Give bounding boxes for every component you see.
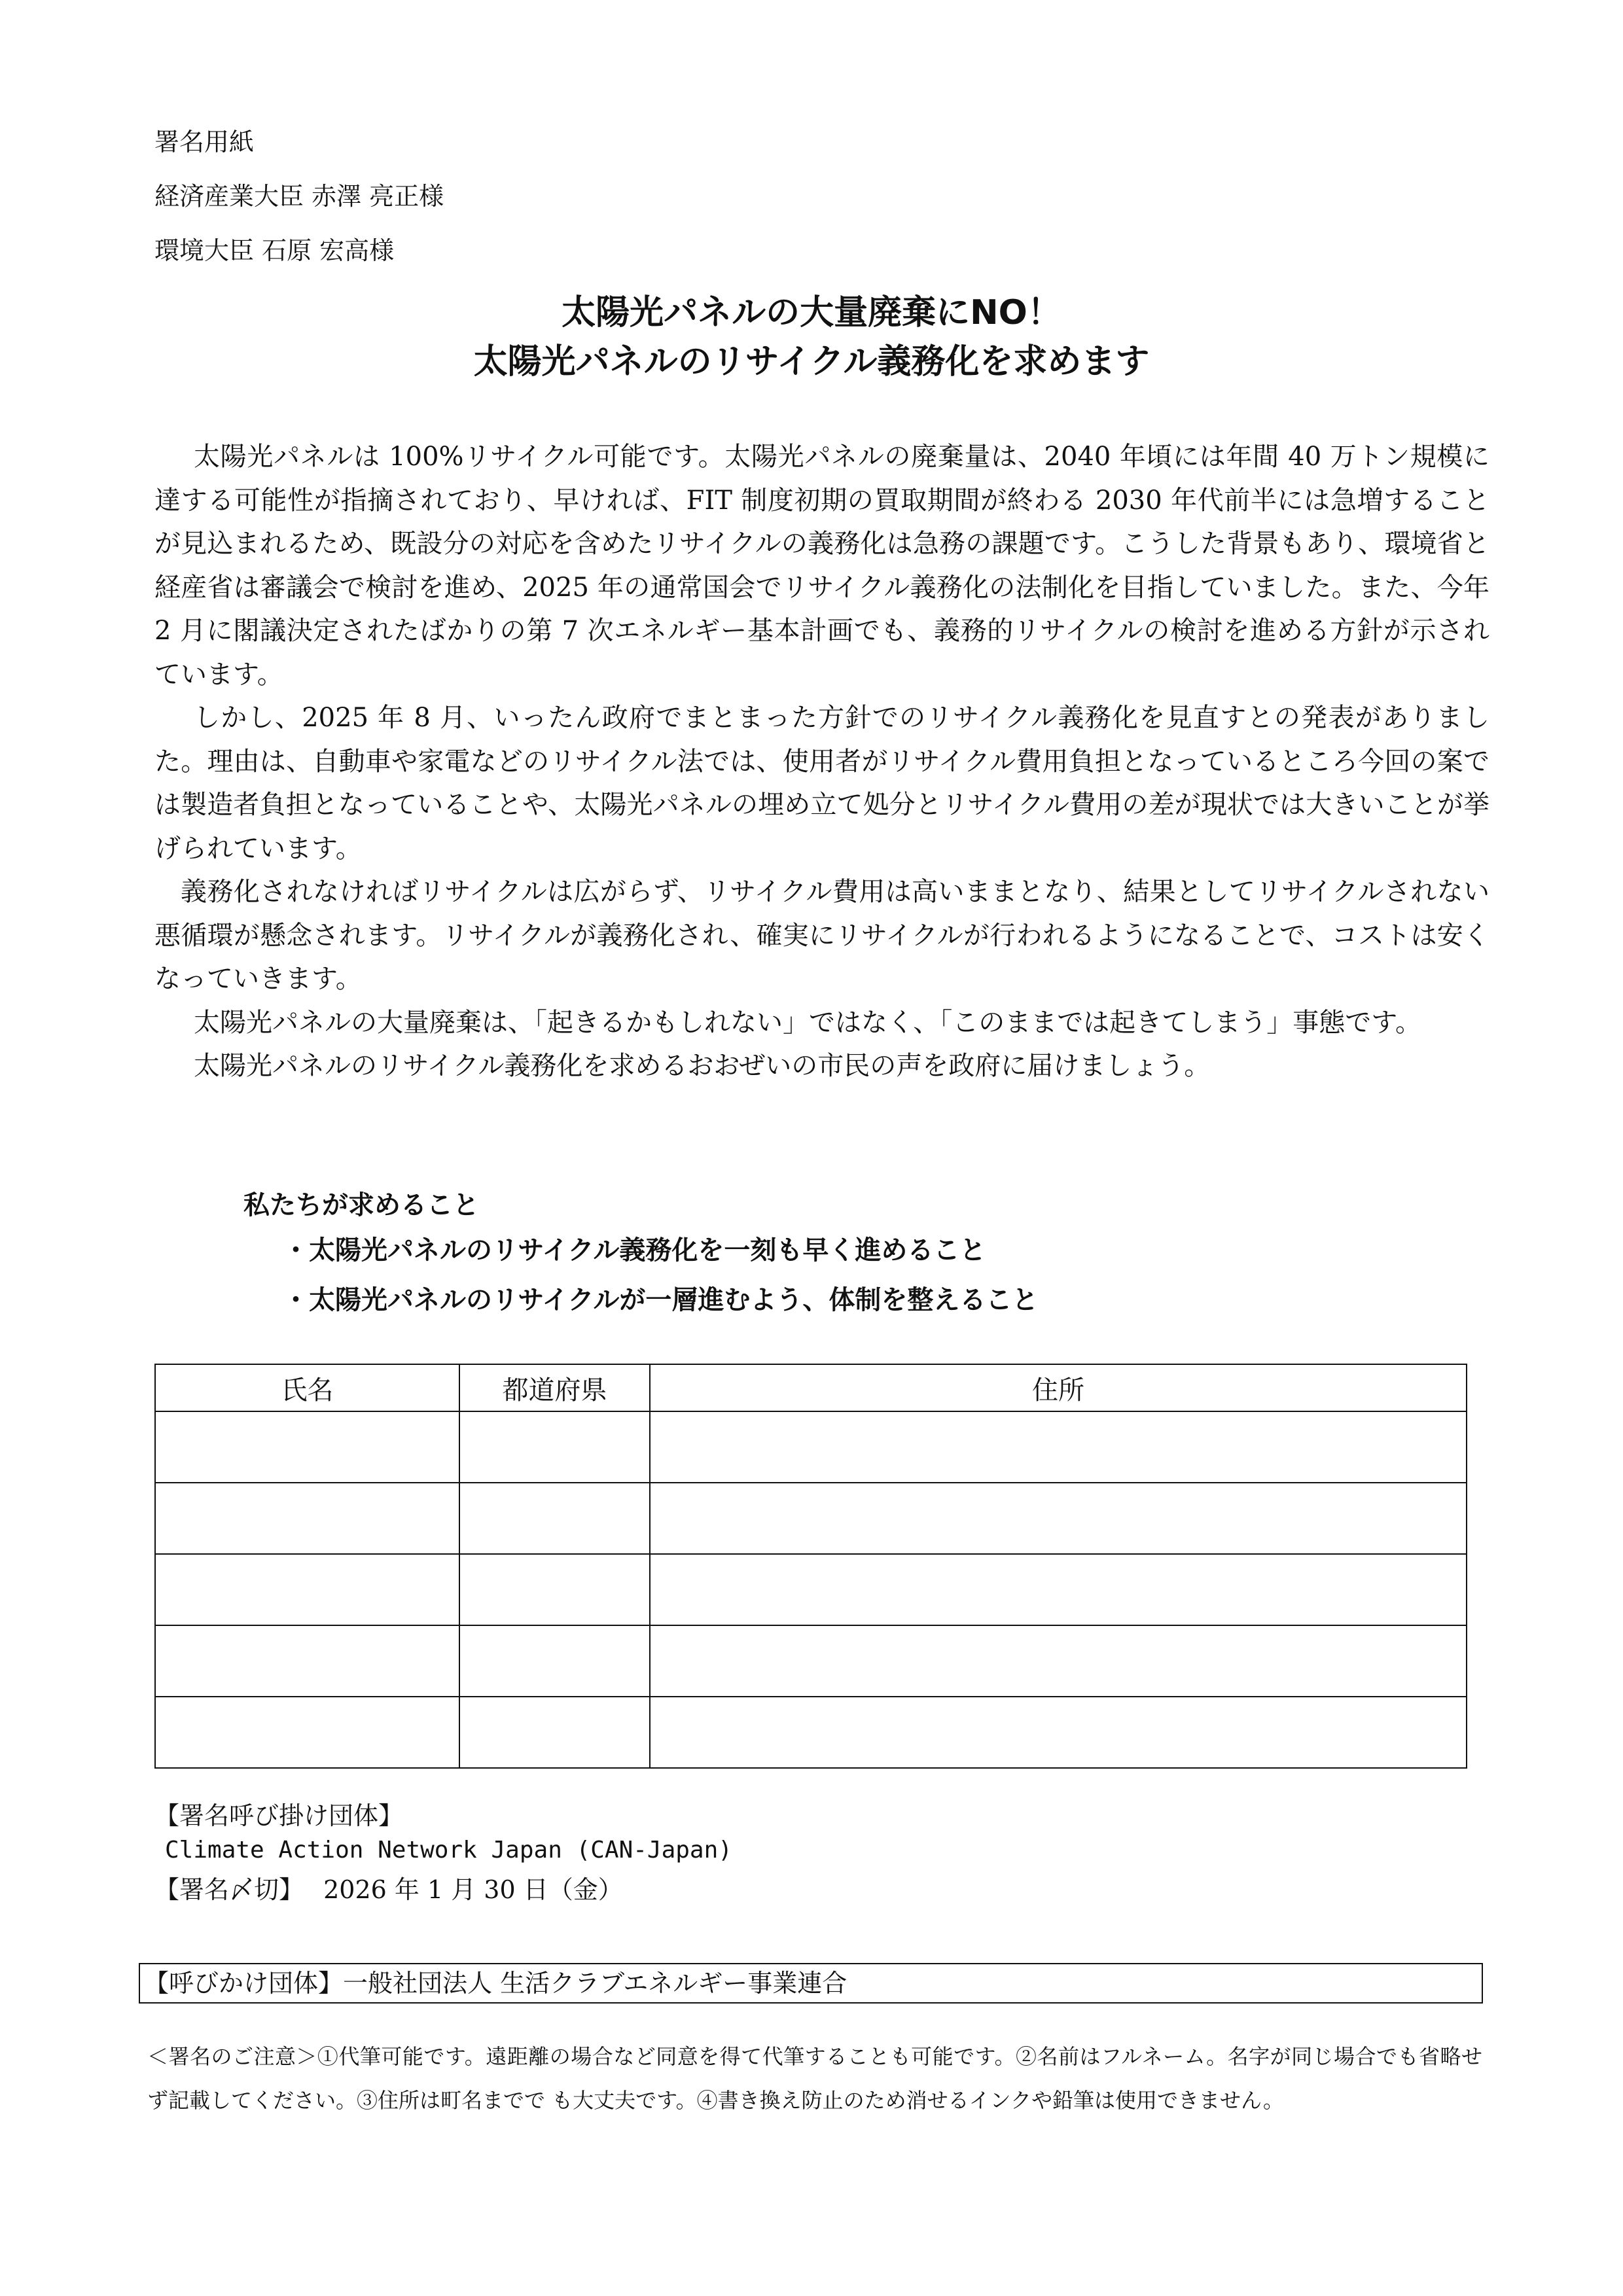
name-cell[interactable]: [155, 1411, 459, 1483]
address-cell[interactable]: [650, 1554, 1467, 1625]
deadline: [154, 1871, 623, 1908]
column-address: 住所: [650, 1364, 1467, 1411]
organizer-name: Climate Action Network Japan (CAN-Japan): [165, 1837, 732, 1863]
prefecture-cell[interactable]: [459, 1483, 650, 1554]
column-prefecture: 都道府県: [459, 1364, 650, 1411]
body-text: [154, 435, 1489, 1088]
name-cell[interactable]: [155, 1697, 459, 1768]
signature-notes: ＜署名のご注意＞①代筆可能です。遠距離の場合など同意を得て代筆することも可能です。②名前はフルネーム。名字が同じ場合でも省略せず記載してください。③住所は町名までで も大丈夫です。④書き換え防止のため消せるインクや鉛筆は使用できません。: [147, 2044, 1482, 2113]
column-name: 氏名: [155, 1364, 459, 1411]
addressee-env: 環境大臣 石原 宏高様: [154, 236, 395, 265]
caller-box: [139, 1963, 1483, 2004]
organizer-label: 【署名呼び掛け団体】: [154, 1801, 404, 1830]
name-cell[interactable]: [155, 1625, 459, 1697]
address-cell[interactable]: [650, 1411, 1467, 1483]
signature-row: [155, 1483, 1467, 1554]
signature-row: [155, 1625, 1467, 1697]
name-cell[interactable]: [155, 1483, 459, 1554]
address-cell[interactable]: [650, 1625, 1467, 1697]
address-cell[interactable]: [650, 1697, 1467, 1768]
signature-table-header: [155, 1364, 1467, 1411]
paragraph-4: 太陽光パネルの大量廃棄は、「起きるかもしれない」ではなく、「このままでは起きてしまう」事態です。: [194, 1007, 1421, 1038]
prefecture-cell[interactable]: [459, 1697, 650, 1768]
title-line-2: 太陽光パネルのリサイクル義務化を求めます: [473, 342, 1150, 381]
paragraph-1: 太陽光パネルは 100%リサイクル可能です。太陽光パネルの廃棄量は、2040 年頃には年間 40 万トン規模に達する可能性が指摘されており、早ければ、FIT 制度初期の買取期間が終わる 2030 年代前半には急増することが見込まれるため、既設分の対応を含めたリサイクルの義務化は急務の課題です。こうした背景もあり、環境省と経産省は審議会で検討を進め、2025 年の通常国会でリサイクル義務化の法制化を目指していました。また、今年 2 月に閣議決定されたばかりの第 7 次エネルギー基本計画でも、義務的リサイクルの検討を進める方針が示されています。: [154, 442, 1489, 690]
caller-name: 一般社団法人 生活クラブエネルギー事業連合: [343, 1969, 847, 1998]
signature-row: [155, 1411, 1467, 1483]
prefecture-cell[interactable]: [459, 1411, 650, 1483]
prefecture-cell[interactable]: [459, 1554, 650, 1625]
demand-item-1: ・太陽光パネルのリサイクル義務化を一刻も早く進めること: [283, 1235, 986, 1265]
signature-row: [155, 1554, 1467, 1625]
name-cell[interactable]: [155, 1554, 459, 1625]
signature-row: [155, 1697, 1467, 1768]
paragraph-5: 太陽光パネルのリサイクル義務化を求めるおおぜいの市民の声を政府に届けましょう。: [194, 1051, 1211, 1081]
caller-label: 【呼びかけ団体】: [144, 1969, 344, 1998]
deadline-label: 【署名〆切】: [154, 1875, 304, 1904]
form-label: 署名用紙: [154, 128, 255, 156]
signature-table: [154, 1364, 1467, 1769]
address-cell[interactable]: [650, 1483, 1467, 1554]
title-line-1: 太陽光パネルの大量廃棄にNO！: [562, 293, 1061, 332]
paragraph-3: 義務化されなければリサイクルは広がらず、リサイクル費用は高いままとなり、結果としてリサイクルされない悪循環が懸念されます。リサイクルが義務化され、確実にリサイクルが行われるようになることで、コストは安くなっていきます。: [154, 877, 1489, 994]
prefecture-cell[interactable]: [459, 1625, 650, 1697]
demands-heading: 私たちが求めること: [243, 1190, 479, 1220]
deadline-value: 2026 年 1 月 30 日（金）: [323, 1875, 623, 1904]
paragraph-2: しかし、2025 年 8 月、いったん政府でまとまった方針でのリサイクル義務化を見直すとの発表がありました。理由は、自動車や家電などのリサイクル法では、使用者がリサイクル費用負担となっているところ今回の案では製造者負担となっていることや、太陽光パネルの埋め立て処分とリサイクル費用の差が現状では大きいことが挙げられています。: [154, 703, 1489, 864]
addressee-meti: 経済産業大臣 赤澤 亮正様: [154, 182, 444, 211]
demand-item-2: ・太陽光パネルのリサイクルが一層進むよう、体制を整えること: [283, 1284, 1039, 1315]
